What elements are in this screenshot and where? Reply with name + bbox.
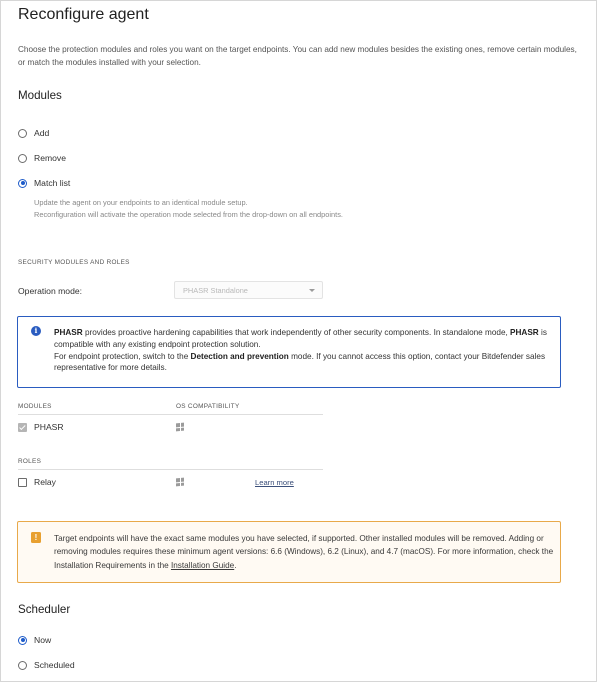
phasr-info-text [54, 327, 554, 374]
radio-match-list[interactable] [18, 178, 70, 188]
roles-heading: ROLES [18, 458, 42, 465]
column-header-modules: MODULES [18, 403, 52, 410]
phasr-checkbox[interactable] [18, 423, 27, 432]
operation-mode-label: Operation mode: [18, 286, 83, 296]
warning-message: Target endpoints will have the exact same modules you have selected, if supported. Other installed modules will be removed. Adding or removing modules requires these minimum agent versions: 6.6 (Windows), 6.2 (Linux), and 4.7 (macOS). For more information, check the Installation Requirements in the [54, 534, 554, 570]
radio-add[interactable] [18, 128, 49, 138]
warning-suffix: . [234, 560, 237, 570]
warning-box [17, 521, 561, 583]
radio-scheduled-control[interactable] [18, 661, 27, 670]
relay-checkbox[interactable] [18, 478, 27, 487]
info-text-1: provides proactive hardening capabilities that work independently of other security components. In standalone mode, [82, 328, 511, 337]
info-bold-detection: Detection and prevention [190, 351, 289, 361]
radio-remove-label: Remove [34, 153, 66, 163]
info-text-4: mode. If you cannot access this option, contact your Bitdefender sales representative for more details. [54, 351, 546, 373]
radio-remove-control[interactable] [18, 154, 27, 163]
warning-icon: ! [31, 532, 41, 543]
match-list-hint-2: Reconfiguration will activate the operation mode selected from the drop-down on all endpoints. [34, 210, 343, 219]
radio-now[interactable] [18, 635, 51, 645]
modules-heading: Modules [18, 89, 62, 102]
windows-icon [176, 478, 184, 487]
radio-add-label: Add [34, 128, 50, 138]
radio-match-list-label: Match list [34, 178, 71, 188]
role-row-relay [18, 477, 56, 487]
scheduler-heading: Scheduler [18, 603, 71, 616]
phasr-info-box [17, 316, 561, 388]
roles-divider [18, 469, 323, 470]
radio-scheduled[interactable] [18, 660, 75, 670]
security-modules-heading: SECURITY MODULES AND ROLES [18, 259, 130, 266]
phasr-label: PHASR [34, 422, 64, 432]
column-header-os-compatibility: OS COMPATIBILITY [176, 403, 240, 410]
info-bold-phasr-2: PHASR [510, 328, 539, 337]
table-divider [18, 414, 323, 415]
radio-remove[interactable] [18, 153, 66, 163]
windows-icon [176, 423, 184, 432]
radio-scheduled-label: Scheduled [34, 660, 75, 670]
warning-text [54, 532, 559, 572]
page-description: Choose the protection modules and roles you want on the target endpoints. You can add new modules besides the existing ones, remove certain modules, or match the modules installed with your selection. [18, 45, 577, 67]
page-title: Reconfigure agent [18, 6, 149, 23]
info-bold-phasr-1: PHASR [54, 328, 83, 337]
radio-match-list-control[interactable] [18, 179, 27, 188]
relay-label: Relay [34, 477, 56, 487]
module-row-phasr [18, 422, 64, 432]
operation-mode-value: PHASR Standalone [183, 286, 248, 295]
info-icon: i [31, 326, 41, 336]
radio-now-label: Now [34, 635, 52, 645]
operation-mode-select[interactable] [174, 281, 323, 299]
learn-more-link[interactable]: Learn more [255, 478, 294, 487]
radio-now-control[interactable] [18, 636, 27, 645]
match-list-hint-1: Update the agent on your endpoints to an identical module setup. [34, 198, 248, 207]
chevron-down-icon [309, 289, 315, 292]
info-text-2: is compatible with any existing endpoint protection solution. [54, 328, 547, 349]
radio-add-control[interactable] [18, 129, 27, 138]
info-text-3: For endpoint protection, switch to the [54, 351, 191, 361]
installation-guide-link[interactable]: Installation Guide [170, 560, 235, 570]
